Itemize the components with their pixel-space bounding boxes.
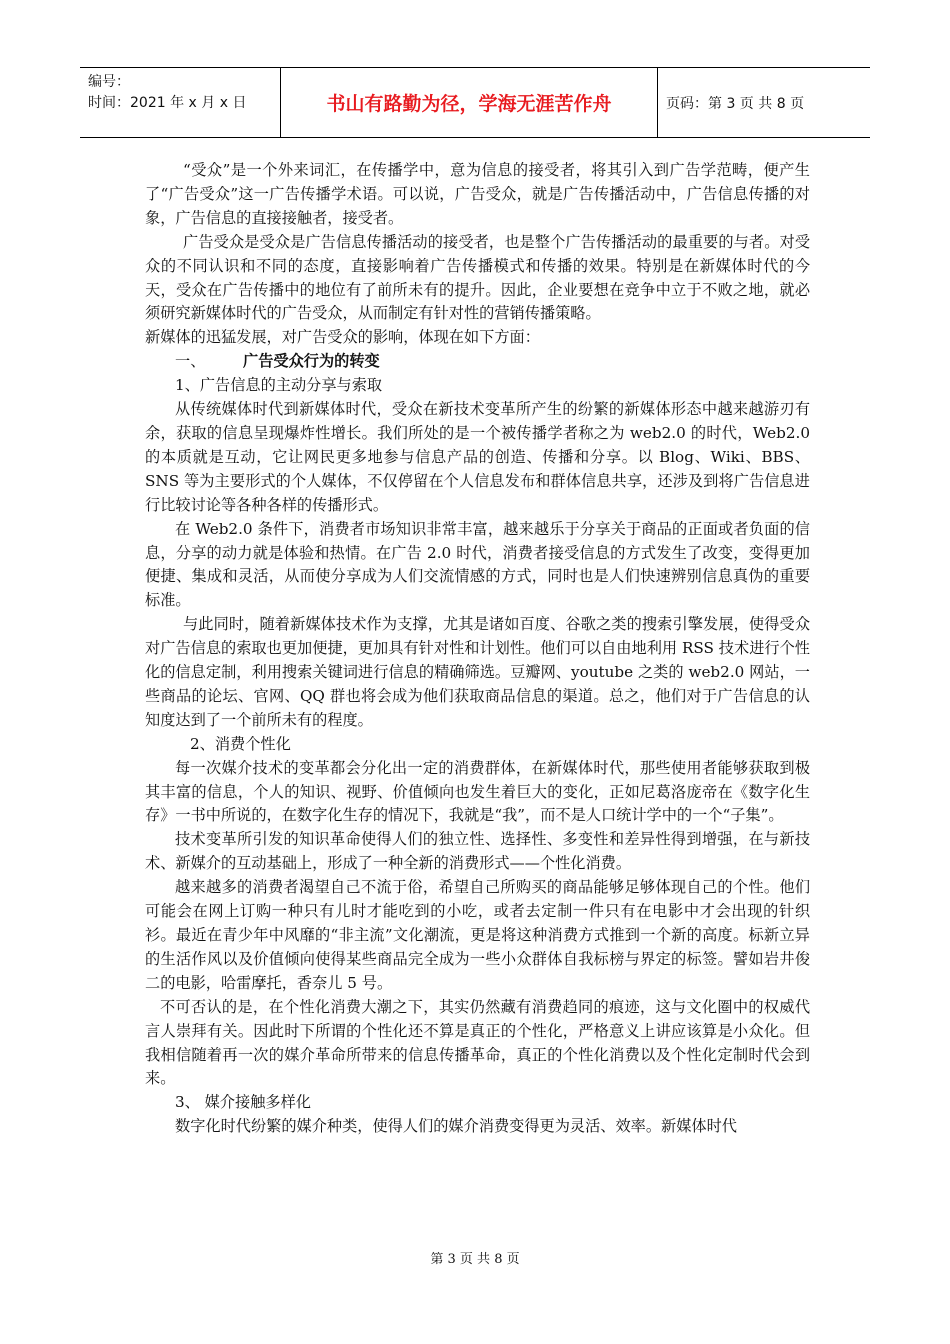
subsection-heading: 3、 媒介接触多样化 <box>175 1093 311 1112</box>
subsection-heading: 2、消费个性化 <box>190 734 291 753</box>
paragraph: 广告受众是受众是广告信息传播活动的接受者，也是整个广告传播活动的最重要的与者。对受众的不同认识和不同的态度，直接影响着广告传播模式和传播的效果。特别是在新媒体时代的今天，受众在广告传播中的地位有了前所未有的提升。因此，企业要想在竞争中立于不败之地，就必须研究新媒体时代的广告受众，从而制定有针对性的营销传播策略。 <box>145 232 810 323</box>
paragraph: 新媒体的迅猛发展，对广告受众的影响，体现在如下方面： <box>145 328 540 347</box>
section-heading <box>145 350 810 374</box>
paragraph: 数字化时代纷繁的媒介种类，使得人们的媒介消费变得更为灵活、效率。新媒体时代 <box>175 1117 737 1136</box>
section-title: 广告受众行为的转变 <box>243 352 380 371</box>
section-number: 一、 <box>175 352 206 371</box>
document-number: 编号： <box>88 74 130 90</box>
header-page-number: 页码：第 3 页 共 8 页 <box>666 95 805 112</box>
paragraph: 与此同时，随着新媒体技术作为支撑，尤其是诸如百度、谷歌之类的搜索引擎发展，使得受众对广告信息的索取也更加便捷，更加具有针对性和计划性。他们可以自由地利用 RSS 技术进行个性化的信息定制，利用搜索关键词进行信息的精确筛选。豆瓣网、youtube 之类的 web2.0 网站，一些商品的论坛、官网、QQ 群也将会成为他们获取商品信息的渠道。总之，他们对于广告信息的认知度达到了一个前所未有的程度。 <box>145 615 810 729</box>
page-header <box>80 67 870 138</box>
subsection-heading: 1、广告信息的主动分享与索取 <box>175 376 383 395</box>
paragraph: 每一次媒介技术的变革都会分化出一定的消费群体，在新媒体时代，那些使用者能够获取到极其丰富的信息，个人的知识、视野、价值倾向也发生着巨大的变化，正如尼葛洛庞帝在《数字化生存》一书中所说的，在数字化生存的情况下，我就是“我”，而不是人口统计学中的一个“子集”。 <box>145 758 810 825</box>
paragraph: 不可否认的是，在个性化消费大潮之下，其实仍然藏有消费趋同的痕迹，这与文化圈中的权威代言人崇拜有关。因此时下所谓的个性化还不算是真正的个性化，严格意义上讲应该算是小众化。但我相信随着再一次的媒介革命所带来的信息传播革命，真正的个性化消费以及个性化定制时代会到来。 <box>145 997 810 1088</box>
paragraph: 越来越多的消费者渴望自己不流于俗，希望自己所购买的商品能够足够体现自己的个性。他们可能会在网上订购一种只有儿时才能吃到的小吃，或者去定制一件只有在电影中才会出现的针织衫。最近在青少年中风靡的“非主流”文化潮流，更是将这种消费方式推到一个新的高度。标新立异的生活作风以及价值倾向使得某些商品完全成为一些小众群体自我标榜与界定的标签。譬如岩井俊二的电影，哈雷摩托，香奈儿 5 号。 <box>145 878 810 992</box>
header-motto: 书山有路勤为径，学海无涯苦作舟 <box>280 68 658 137</box>
paragraph: 在 Web2.0 条件下，消费者市场知识非常丰富，越来越乐于分享关于商品的正面或者负面的信息，分享的动力就是体验和热情。在广告 2.0 时代，消费者接受信息的方式发生了改变，变得更加便捷、集成和灵活，从而使分享成为人们交流情感的方式，同时也是人们快速辨别信息真伪的重要标准。 <box>145 519 810 610</box>
paragraph: “受众”是一个外来词汇，在传播学中，意为信息的接受者，将其引入到广告学范畴，便产生了“广告受众”这一广告传播学术语。可以说，广告受众，就是广告传播活动中，广告信息传播的对象，广告信息的直接接触者，接受者。 <box>145 161 810 227</box>
document-body <box>145 159 810 1139</box>
header-meta <box>80 68 280 137</box>
document-time: 时间：2021 年 x 月 x 日 <box>88 95 247 111</box>
paragraph: 从传统媒体时代到新媒体时代，受众在新技术变革所产生的纷繁的新媒体形态中越来越游刃有余，获取的信息呈现爆炸性增长。我们所处的是一个被传播学者称之为 web2.0 的时代，Web2.0 的本质就是互动，它让网民更多地参与信息产品的创造、传播和分享。以 Blog、Wiki、BBS、SNS 等为主要形式的个人媒体，不仅停留在个人信息发布和群体信息共享，还涉及到将广告信息进行比较讨论等各种各样的传播形式。 <box>145 400 810 514</box>
paragraph: 技术变革所引发的知识革命使得人们的独立性、选择性、多变性和差异性得到增强，在与新技术、新媒介的互动基础上，形成了一种全新的消费形式——个性化消费。 <box>145 830 810 873</box>
page-footer: 第 3 页 共 8 页 <box>430 1252 520 1267</box>
